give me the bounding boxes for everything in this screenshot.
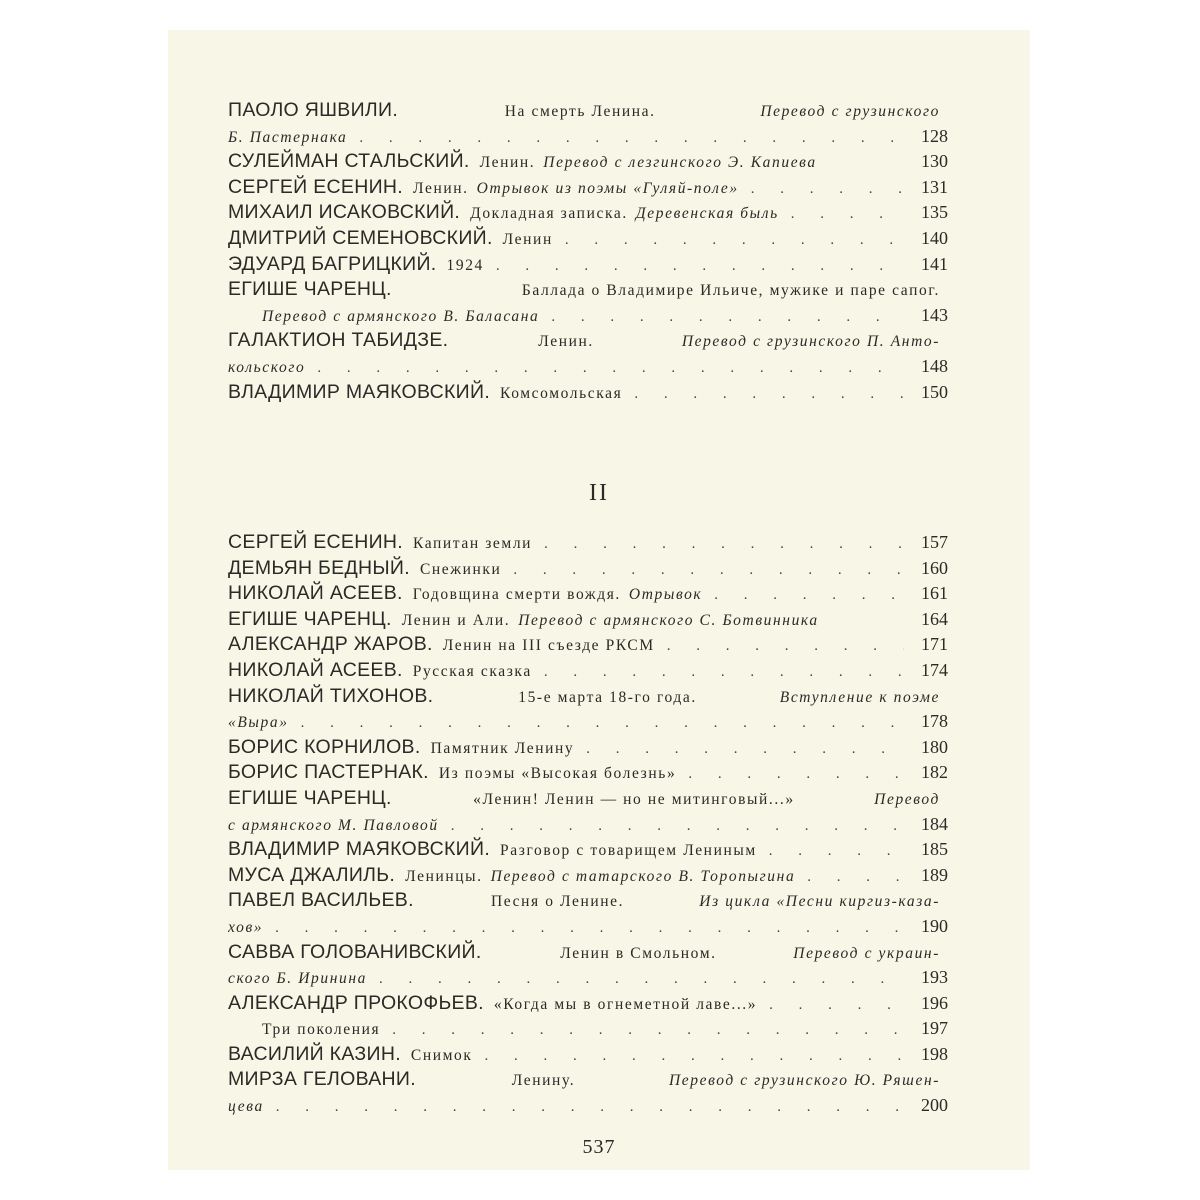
author-name: ПАОЛО ЯШВИЛИ. (228, 99, 399, 121)
section-heading: II (589, 480, 609, 506)
toc-line (228, 277, 948, 303)
translation-note: Перевод с лезгинского Э. Капиева (543, 154, 817, 172)
toc-line (228, 581, 948, 607)
toc-entry (228, 226, 948, 252)
translation-note: кольского (228, 358, 306, 376)
toc-line (228, 1016, 948, 1042)
toc-line (228, 556, 948, 582)
dot-leader (551, 305, 904, 329)
toc-line (228, 530, 948, 556)
work-title: Ленин в Смольном. (560, 944, 717, 962)
toc-entry (228, 581, 948, 607)
author-name: ВАСИЛИЙ КАЗИН. (228, 1042, 401, 1065)
translation-note: Вступление к поэме (779, 688, 940, 706)
toc-line (228, 98, 948, 124)
toc-entry (228, 837, 948, 863)
toc-line (228, 812, 948, 838)
toc-entry (228, 632, 948, 658)
dot-leader (359, 126, 904, 150)
translation-note: «Выра» (228, 714, 289, 732)
work-title: Ленину. (511, 1072, 576, 1090)
dot-leader (769, 993, 904, 1017)
author-name: СЕРГЕЙ ЕСЕНИН. (228, 175, 403, 198)
author-name: БОРИС КОРНИЛОВ. (228, 735, 421, 758)
dot-leader (565, 228, 904, 252)
work-title: Ленин. (538, 333, 594, 351)
work-title: Ленин. (413, 179, 469, 197)
work-title: Ленин. (479, 154, 536, 172)
work-title: На смерть Ленина. (504, 103, 656, 120)
toc-entry (228, 252, 948, 278)
work-title: Песня о Ленине. (490, 893, 625, 911)
toc-entry (228, 684, 948, 735)
toc-line (228, 328, 948, 354)
toc-page-number: 141 (921, 253, 948, 274)
author-name: АЛЕКСАНДР ПРОКОФЬЕВ. (228, 991, 484, 1014)
author-name: ДЕМЬЯН БЕДНЫЙ. (228, 556, 410, 579)
author-name: ЕГИШЕ ЧАРЕНЦ. (228, 278, 392, 301)
toc-page-number: 135 (921, 202, 948, 223)
dot-leader (688, 762, 904, 786)
work-title: Ленин (502, 230, 553, 248)
toc-line (228, 658, 948, 684)
toc-line (228, 1042, 948, 1068)
work-title: Ленин на III съезде РКСМ (442, 637, 655, 655)
toc-line (228, 888, 948, 914)
author-name: ВЛАДИМИР МАЯКОВСКИЙ. (228, 838, 491, 861)
work-title: 1924 (446, 256, 484, 274)
toc-page-number: 185 (921, 839, 948, 860)
author-name: ВЛАДИМИР МАЯКОВСКИЙ. (228, 380, 491, 403)
toc-entry (228, 277, 948, 328)
toc-page-number: 178 (921, 711, 948, 732)
toc-page-number: 130 (921, 151, 948, 172)
toc-entry (228, 328, 948, 379)
toc-page-number: 164 (921, 608, 948, 629)
toc-entry (228, 98, 948, 149)
toc-line (228, 786, 948, 812)
author-name: ПАВЕЛ ВАСИЛЬЕВ. (228, 889, 414, 912)
toc-line (228, 863, 948, 889)
toc-page-number: 197 (921, 1018, 948, 1039)
toc-entry (228, 760, 948, 786)
toc-line (228, 1093, 948, 1119)
toc-line (228, 684, 948, 710)
toc-section-1 (228, 98, 948, 405)
dot-leader (275, 916, 904, 940)
work-title: Ленин и Али. (401, 611, 511, 629)
work-title: Баллада о Владимире Ильиче, мужике и паре сапог. (521, 282, 940, 300)
author-name: ДМИТРИЙ СЕМЕНОВСКИЙ. (228, 226, 493, 249)
author-name: САВВА ГОЛОВАНИВСКИЙ. (228, 940, 482, 963)
toc-entry (228, 607, 948, 633)
translation-note: Перевод с армянского В. Баласана (262, 307, 540, 325)
toc-line (228, 607, 948, 633)
author-name: НИКОЛАЙ ТИХОНОВ. (228, 684, 434, 707)
toc-entry (228, 175, 948, 201)
translation-note: Перевод с татарского В. Торопыгина (490, 867, 796, 885)
dot-leader (667, 634, 904, 658)
toc-page-number: 189 (921, 864, 948, 885)
toc-entry (228, 380, 948, 406)
dot-leader (544, 660, 904, 684)
toc-line (228, 837, 948, 863)
author-name: ГАЛАКТИОН ТАБИДЗЕ. (228, 329, 449, 352)
author-name: АЛЕКСАНДР ЖАРОВ. (228, 633, 433, 656)
translation-note: Из цикла «Песни киргиз-каза- (699, 893, 940, 911)
dot-leader (807, 865, 904, 889)
author-name: СУЛЕЙМАН СТАЛЬСКИЙ. (228, 150, 470, 173)
translation-note: с армянского М. Павловой (228, 816, 439, 834)
work-title: Снежинки (419, 560, 502, 578)
toc-page-number: 174 (921, 659, 948, 680)
dot-leader (714, 583, 904, 607)
toc-line (228, 380, 948, 406)
dot-leader (751, 177, 904, 201)
work-title: Разговор с товарищем Лениным (500, 842, 757, 860)
translation-note: цева (228, 1098, 264, 1116)
dot-leader (586, 737, 904, 761)
author-name: МИХАИЛ ИСАКОВСКИЙ. (228, 201, 461, 224)
toc-line (228, 354, 948, 380)
toc-line (228, 965, 948, 991)
toc-page-number: 161 (921, 583, 948, 604)
dot-leader (791, 202, 904, 226)
dot-leader (276, 1095, 904, 1119)
toc-page-number: 200 (921, 1095, 948, 1116)
work-title: «Ленин! Ленин — но не митинговый...» (473, 790, 795, 808)
dot-leader (769, 839, 904, 863)
toc-entry (228, 940, 948, 991)
dot-leader (317, 356, 904, 380)
toc-line (228, 1067, 948, 1093)
translation-note: Деревенская быль (635, 205, 779, 223)
toc-entry (228, 530, 948, 556)
dot-leader (485, 1044, 904, 1068)
work-title: Из поэмы «Высокая болезнь» (438, 765, 677, 783)
toc-page-number: 160 (921, 557, 948, 578)
dot-leader (379, 967, 904, 991)
toc-line (228, 200, 948, 226)
toc-line (228, 175, 948, 201)
author-name: ЕГИШЕ ЧАРЕНЦ. (228, 607, 392, 630)
work-title: Ленинцы. (405, 867, 483, 885)
toc-line (228, 760, 948, 786)
toc-line (228, 709, 948, 735)
dot-leader (301, 711, 904, 735)
toc-page-number: 157 (921, 532, 948, 552)
translation-note: Перевод с грузинского (760, 103, 940, 120)
author-name: БОРИС ПАСТЕРНАК. (228, 761, 429, 784)
translation-note: Перевод с украин- (793, 944, 940, 962)
author-name: ЕГИШЕ ЧАРЕНЦ. (228, 786, 392, 809)
work-title: Памятник Ленину (430, 739, 575, 757)
toc-entry (228, 888, 948, 939)
translation-note: Б. Пастернака (228, 128, 348, 146)
toc-entry (228, 1016, 948, 1042)
work-title: Докладная записка. (470, 205, 628, 223)
toc-page-number: 148 (921, 355, 948, 376)
toc-page-number: 196 (921, 992, 948, 1013)
toc-page-number: 180 (921, 736, 948, 757)
toc-entry (228, 658, 948, 684)
work-title: Русская сказка (412, 662, 532, 680)
toc-page-number: 171 (921, 634, 948, 655)
toc-line (228, 735, 948, 761)
work-title: Три поколения (262, 1021, 381, 1039)
toc-page-number: 184 (921, 813, 948, 834)
toc-page-number: 131 (921, 176, 948, 197)
translation-note: Перевод с грузинского Ю. Ряшен- (668, 1072, 940, 1090)
work-title: «Когда мы в огнеметной лаве...» (493, 995, 758, 1013)
dot-leader (392, 1018, 904, 1042)
author-name: МУСА ДЖАЛИЛЬ. (228, 863, 396, 886)
author-name: НИКОЛАЙ АСЕЕВ. (228, 582, 403, 605)
dot-leader (513, 558, 904, 582)
toc-section-2 (228, 530, 948, 1119)
work-title: Капитан земли (413, 535, 533, 552)
toc-entry (228, 786, 948, 837)
author-name: НИКОЛАЙ АСЕЕВ. (228, 658, 403, 681)
work-title: 15-е марта 18-го года. (518, 688, 697, 706)
toc-line (228, 252, 948, 278)
toc-page-number: 143 (921, 304, 948, 325)
toc-line (228, 632, 948, 658)
toc-line (228, 991, 948, 1017)
toc-entry (228, 735, 948, 761)
toc-entry (228, 556, 948, 582)
work-title: Комсомольская (500, 384, 623, 402)
toc-line (228, 149, 948, 175)
toc-page-number: 190 (921, 915, 948, 936)
toc-entry (228, 1067, 948, 1118)
toc-entry (228, 863, 948, 889)
author-name: МИРЗА ГЕЛОВАНИ. (228, 1068, 416, 1091)
page-number: 537 (582, 1136, 616, 1158)
toc-entry (228, 149, 948, 175)
toc-line (228, 124, 948, 150)
toc-entry (228, 991, 948, 1017)
toc-page-number: 140 (921, 227, 948, 248)
toc-entry (228, 1042, 948, 1068)
translation-note: хов» (228, 918, 264, 936)
toc-line (228, 940, 948, 966)
translation-note: Отрывок из поэмы «Гуляй-поле» (476, 179, 739, 197)
dot-leader (451, 814, 904, 838)
toc-line (228, 303, 948, 329)
dot-leader (496, 254, 904, 278)
toc-entry (228, 200, 948, 226)
toc-line (228, 914, 948, 940)
translation-note: Перевод (874, 790, 940, 808)
toc-page-number: 128 (921, 125, 948, 146)
toc-page-number: 182 (921, 762, 948, 783)
toc-page-number: 198 (921, 1043, 948, 1064)
work-title: Годовщина смерти вождя. (412, 586, 621, 604)
translation-note: ского Б. Иринина (228, 970, 368, 988)
author-name: ЭДУАРД БАГРИЦКИЙ. (228, 252, 437, 275)
toc-line (228, 226, 948, 252)
dot-leader (544, 532, 904, 556)
toc-page-number: 193 (921, 967, 948, 988)
translation-note: Перевод с грузинского П. Анто- (681, 333, 940, 351)
dot-leader (634, 382, 904, 406)
author-name: СЕРГЕЙ ЕСЕНИН. (228, 531, 403, 553)
toc-page-number: 150 (921, 381, 948, 402)
work-title: Снимок (410, 1046, 473, 1064)
translation-note: Перевод с армянского С. Ботвинника (518, 611, 819, 629)
translation-note: Отрывок (628, 586, 703, 604)
